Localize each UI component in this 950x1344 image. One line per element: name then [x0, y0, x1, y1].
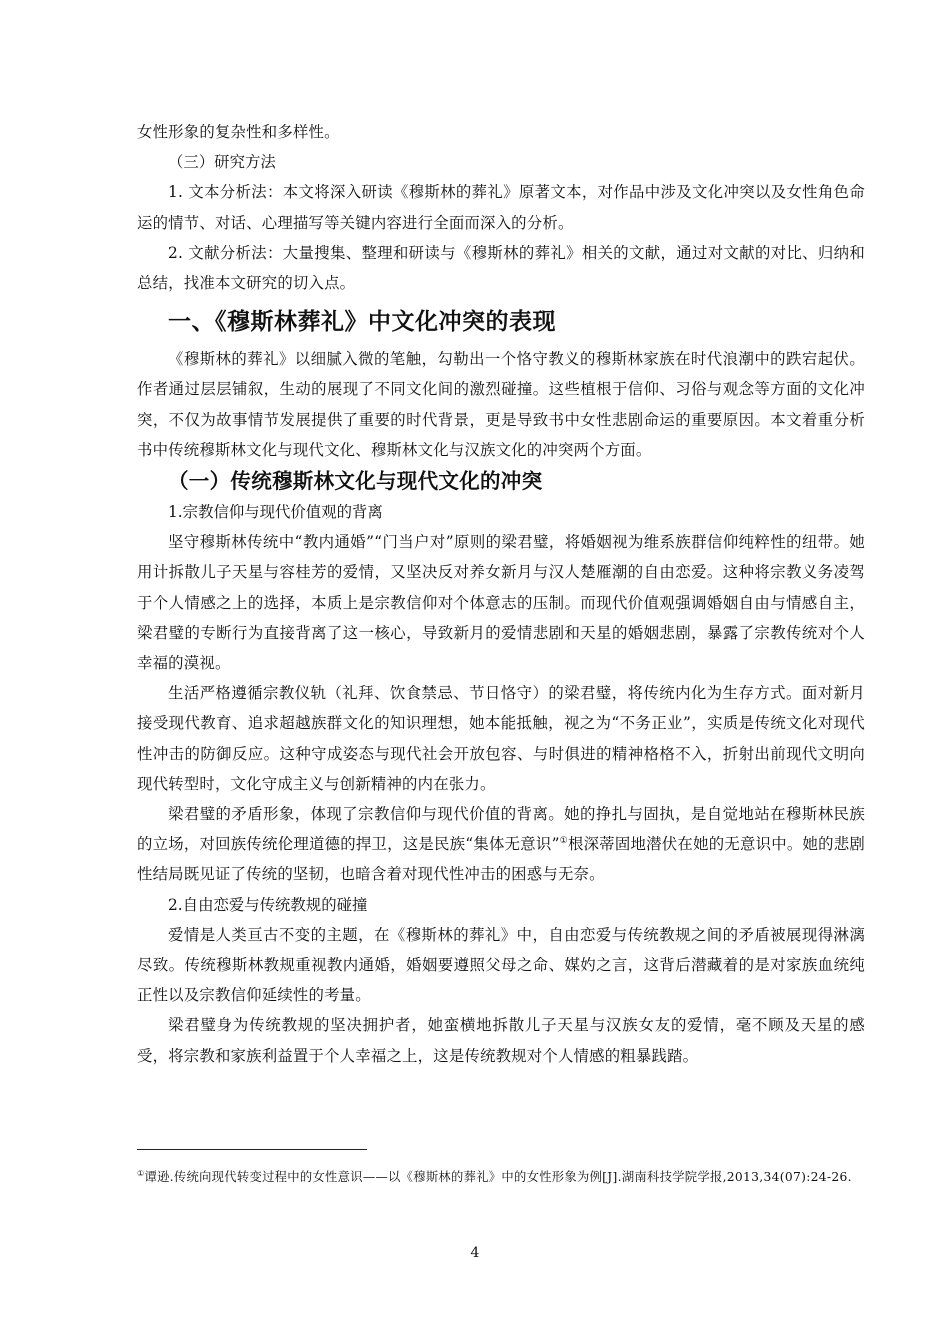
- method-literature-analysis-paragraph: 2. 文献分析法：大量搜集、整理和研读与《穆斯林的葬礼》相关的文献，通过对文献的对比、归纳和总结，找准本文研究的切入点。: [137, 243, 865, 293]
- subsection-1-paragraph-2: 生活严格遵循宗教仪轨（礼拜、饮食禁忌、节日恪守）的梁君璧，将传统内化为生存方式。面对新月接受现代教育、追求超越族群文化的知识理想，她本能抵触，视之为“不务正业”，实质是传统文化对现代性冲击的防御反应。这种守成姿态与现代社会开放包容、与时俱进的精神格格不入，折射出前现代文明向现代转型时，文化守成主义与创新精神的内在张力。: [137, 684, 865, 793]
- subsection-1-paragraph-1: 坚守穆斯林传统中“教内通婚”“门当户对”原则的梁君璧，将婚姻视为维系族群信仰纯粹性的纽带。她用计拆散儿子天星与容桂芳的爱情，又坚决反对养女新月与汉人楚雁潮的自由恋爱。这种将宗教义务凌驾于个人情感之上的选择，本质上是宗教信仰对个体意志的压制。而现代价值观强调婚姻自由与情感自主，梁君璧的专断行为直接背离了这一核心，导致新月的爱情悲剧和天星的婚姻悲剧，暴露了宗教传统对个人幸福的漠视。: [137, 533, 865, 673]
- method-text-analysis-paragraph: 1. 文本分析法：本文将深入研读《穆斯林的葬礼》原著文本，对作品中涉及文化冲突以及女性角色命运的情节、对话、心理描写等关键内容进行全面而深入的分析。: [137, 183, 865, 232]
- footnote-reference-marker[interactable]: ①: [559, 836, 568, 847]
- page-number: 4: [470, 1245, 480, 1261]
- continuation-paragraph: 女性形象的复杂性和多样性。: [137, 123, 340, 141]
- paragraph-3-text-after-ref: 根深蒂固地潜伏在她的无意识中。她的悲剧性结局既见证了传统的坚韧，也暗含着对现代性冲击的困惑与无奈。: [137, 835, 865, 884]
- subsection-title-1: 1.宗教信仰与现代价值观的背离: [168, 503, 383, 522]
- footnote-separator: [137, 1149, 367, 1150]
- chapter-title: 一、《穆斯林葬礼》中文化冲突的表现: [168, 309, 556, 336]
- paragraph-3-text-before-ref: 梁君璧的矛盾形象，体现了宗教信仰与现代价值的背离。她的挣扎与固执，是自觉地站在穆斯林民族的立场，对回族传统伦理道德的捍卫，这是民族“集体无意识”: [137, 805, 865, 854]
- chapter-intro-paragraph: 《穆斯林的葬礼》以细腻入微的笔触，勾勒出一个恪守教义的穆斯林家族在时代浪潮中的跌宕起伏。作者通过层层铺叙，生动的展现了不同文化间的激烈碰撞。这些植根于信仰、习俗与观念等方面的文化冲突，不仅为故事情节发展提供了重要的时代背景，更是导致书中女性悲剧命运的重要原因。本文着重分析书中传统穆斯林文化与现代文化、穆斯林文化与汉族文化的冲突两个方面。: [137, 350, 865, 459]
- subsection-title-2: 2.自由恋爱与传统教规的碰撞: [168, 895, 368, 914]
- methods-heading: （三）研究方法: [168, 153, 276, 172]
- footnote-text: 谭逊.传统向现代转变过程中的女性意识——以《穆斯林的葬礼》中的女性形象为例[J].湖南科技学院学报,2013,34(07):24-26.: [144, 1170, 852, 1184]
- footnote: [137, 1166, 865, 1188]
- subsection-2-paragraph-2: 梁君璧身为传统教规的坚决拥护者，她蛮横地拆散儿子天星与汉族女友的爱情，毫不顾及天星的感受，将宗教和家族利益置于个人幸福之上，这是传统教规对个人情感的粗暴践踏。: [137, 1016, 865, 1065]
- subsection-2-paragraph-1: 爱情是人类亘古不变的主题，在《穆斯林的葬礼》中，自由恋爱与传统教规之间的矛盾被展现得淋漓尽致。传统穆斯林教规重视教内通婚，婚姻要遵照父母之命、媒妁之言，这背后潜藏着的是对家族血统纯正性以及宗教信仰延续性的考量。: [137, 925, 865, 1005]
- section-title: （一）传统穆斯林文化与现代文化的冲突: [168, 469, 543, 494]
- subsection-1-paragraph-3: [137, 799, 865, 890]
- footnote-marker: ①: [137, 1168, 145, 1178]
- body-text: [137, 117, 865, 1071]
